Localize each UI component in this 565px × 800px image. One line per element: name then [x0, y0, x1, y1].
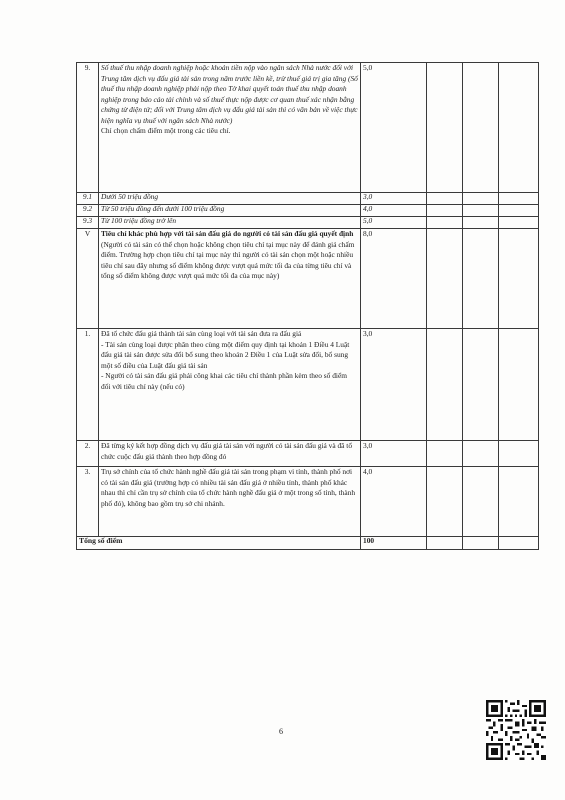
empty-cell — [427, 229, 463, 329]
empty-cell — [463, 193, 499, 205]
empty-cell — [427, 467, 463, 537]
total-label: Tổng số điểm — [77, 537, 361, 550]
score-cell: 5,0 — [361, 63, 427, 193]
table-row — [77, 467, 539, 537]
table-row — [77, 63, 539, 193]
empty-cell — [427, 329, 463, 441]
criterion-text: Từ 50 triệu đồng đến dưới 100 triệu đồng — [99, 205, 361, 217]
section-number: V — [77, 229, 99, 329]
empty-cell — [427, 537, 463, 550]
empty-cell — [499, 193, 539, 205]
score-cell: 3,0 — [361, 193, 427, 205]
empty-cell — [427, 193, 463, 205]
score-cell: 4,0 — [361, 467, 427, 537]
empty-cell — [463, 537, 499, 550]
empty-cell — [463, 441, 499, 467]
criterion-note: Chỉ chọn chấm điểm một trong các tiêu chí. — [101, 126, 231, 136]
score-cell: 8,0 — [361, 229, 427, 329]
table-row — [77, 441, 539, 467]
empty-cell — [427, 63, 463, 193]
empty-cell — [463, 467, 499, 537]
section-description: (Người có tài sản có thể chọn hoặc không chọn tiêu chí tại mục này để đánh giá chấm điểm. Trường hợp chọn tiêu chí tại mục này thì người có tài sản chọn một hoặc nhiều tiêu chí sau đây nhưng số điểm không được vượt quá mức tối đa của từng tiêu chí và tổng số điểm không được vượt quá mức tối đa của mục này) — [101, 239, 355, 281]
empty-cell — [499, 537, 539, 550]
empty-cell — [427, 205, 463, 217]
empty-cell — [499, 229, 539, 329]
empty-cell — [463, 217, 499, 229]
empty-cell — [499, 217, 539, 229]
empty-cell — [499, 329, 539, 441]
criterion-text: Dưới 50 triệu đồng — [99, 193, 361, 205]
section-title: Tiêu chí khác phù hợp với tài sản đấu giá do người có tài sản đấu giá quyết định — [101, 229, 354, 238]
row-number: 9.1 — [77, 193, 99, 205]
empty-cell — [499, 63, 539, 193]
page-number: 6 — [279, 727, 283, 736]
qr-code-icon — [486, 700, 546, 760]
total-row — [77, 537, 539, 550]
score-cell: 5,0 — [361, 217, 427, 229]
score-cell: 3,0 — [361, 441, 427, 467]
row-number: 3. — [77, 467, 99, 537]
empty-cell — [463, 63, 499, 193]
table-row — [77, 217, 539, 229]
row-number: 9.3 — [77, 217, 99, 229]
empty-cell — [499, 205, 539, 217]
criterion-line: - Tài sản cùng loại được phân theo cùng một điểm quy định tại khoản 1 Điều 4 Luật đấu giá tài sản được sửa đổi bổ sung theo khoản 2 Điều 1 của Luật sửa đổi, bổ sung một số điều của Luật đấu giá tài sản — [101, 339, 350, 370]
empty-cell — [499, 441, 539, 467]
table-row — [77, 193, 539, 205]
empty-cell — [463, 329, 499, 441]
empty-cell — [499, 467, 539, 537]
criterion-text: Từ 100 triệu đồng trở lên — [99, 217, 361, 229]
table-row — [77, 329, 539, 441]
criterion-cell — [99, 329, 361, 441]
row-number: 2. — [77, 441, 99, 467]
score-cell: 3,0 — [361, 329, 427, 441]
empty-cell — [427, 217, 463, 229]
section-cell — [99, 229, 361, 329]
table-row — [77, 205, 539, 217]
criterion-text: Số thuế thu nhập doanh nghiệp hoặc khoản tiền nộp vào ngân sách Nhà nước đối với Trung tâm dịch vụ đấu giá tài sản trong năm trước liền kề, trừ thuế giá trị gia tăng (Số thuế thu nhập doanh nghiệp phải nộp theo Tờ khai quyết toán thuế thu nhập doanh nghiệp trong báo cáo tài chính và số thuế thực nộp được cơ quan thuế xác nhận bằng chứng từ điện tử; đối với Trung tâm dịch vụ đấu giá tài sản thì có văn bản về việc thực hiện nghĩa vụ thuế với ngân sách Nhà nước) — [101, 63, 358, 125]
row-number: 1. — [77, 329, 99, 441]
score-cell: 4,0 — [361, 205, 427, 217]
empty-cell — [463, 205, 499, 217]
criterion-text: Đã từng ký kết hợp đồng dịch vụ đấu giá tài sản với người có tài sản đấu giá và đã tổ chức cuộc đấu giá thành theo hợp đồng đó — [99, 441, 361, 467]
scoring-table — [76, 62, 539, 550]
row-number: 9. — [77, 63, 99, 193]
row-number: 9.2 — [77, 205, 99, 217]
empty-cell — [463, 229, 499, 329]
criterion-line: - Người có tài sản đấu giá phải công khai các tiêu chí thành phần kèm theo số điểm đối với tiêu chí này (nếu có) — [101, 371, 347, 391]
table-row — [77, 229, 539, 329]
criterion-line: Đã tổ chức đấu giá thành tài sản cùng loại với tài sản đưa ra đấu giá — [101, 329, 302, 338]
criterion-cell — [99, 63, 361, 193]
criterion-text: Trụ sở chính của tổ chức hành nghề đấu giá tài sản trong phạm vi tỉnh, thành phố nơi có tài sản đấu giá (trường hợp có nhiều tài sản đấu giá ở nhiều tỉnh, thành phố khác nhau thì chỉ cần trụ sở chính của tổ chức hành nghề đấu giá ở một trong số tỉnh, thành phố đó), không bao gồm trụ sở chi nhánh. — [99, 467, 361, 537]
total-score: 100 — [361, 537, 427, 550]
empty-cell — [427, 441, 463, 467]
